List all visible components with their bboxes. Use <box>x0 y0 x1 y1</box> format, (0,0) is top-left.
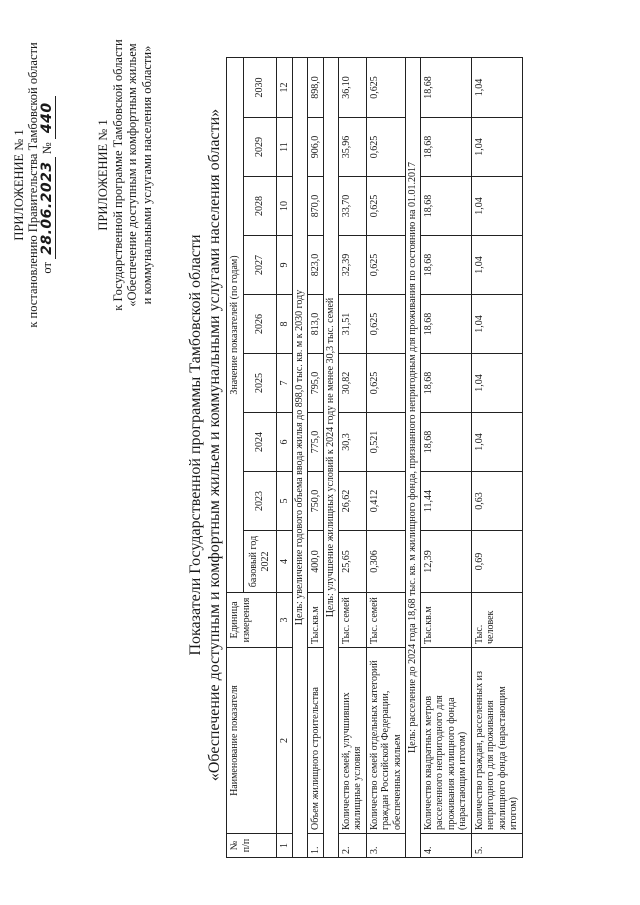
indicator-unit: Тыс.кв.м <box>420 593 471 648</box>
value-cell: 36,10 <box>338 57 366 117</box>
indicator-unit: Тыс. человек <box>471 593 522 648</box>
col-values-header: Значение показателей (по годам) <box>227 57 244 592</box>
value-cell: 32,39 <box>338 236 366 295</box>
column-number: 2 <box>276 648 293 834</box>
goal-text: Цель: увеличение годового объема ввода жилья до 898,0 тыс. кв. м к 2030 году <box>293 57 308 857</box>
decree-date: 28.06.2023 <box>39 157 56 259</box>
goal-text: Цель: улучшение жилищных условий к 2024 году не менее 30,3 тыс. семей <box>324 57 339 857</box>
column-number: 5 <box>276 472 293 531</box>
indicator-name: Объем жилищного строительства <box>307 648 324 834</box>
value-cell: 0,521 <box>366 413 406 472</box>
value-cell: 18,68 <box>420 236 471 295</box>
column-numbering-row <box>276 57 293 857</box>
program-annex-title: ПРИЛОЖЕНИЕ № 1 <box>96 119 110 231</box>
col-number-header: № п/п <box>227 834 277 858</box>
value-cell: 1,04 <box>471 236 522 295</box>
table-row <box>338 57 366 857</box>
value-cell: 0,625 <box>366 177 406 236</box>
indicators-table <box>226 57 523 858</box>
title-line1: Показатели Государственной программы Тамбовской области <box>187 234 204 656</box>
decree-date-line <box>40 25 54 345</box>
row-number: 2. <box>338 834 366 858</box>
value-cell: 1,04 <box>471 177 522 236</box>
value-cell: 775,0 <box>307 413 324 472</box>
indicator-unit: Тыс.кв.м <box>307 593 324 648</box>
row-number: 5. <box>471 834 522 858</box>
value-cell: 25,65 <box>338 531 366 593</box>
table-row <box>307 57 324 857</box>
goal-row <box>293 57 308 857</box>
indicator-unit: Тыс. семей <box>366 593 406 648</box>
column-number: 3 <box>276 593 293 648</box>
value-cell: 0,625 <box>366 354 406 413</box>
goal-row <box>406 57 421 857</box>
col-name-header: Наименование показателя <box>227 648 277 834</box>
indicator-name: Количество семей отдельных категорий граждан Российской Федерации, обеспеченных жильем <box>366 648 406 834</box>
column-number: 12 <box>276 57 293 117</box>
table-row <box>366 57 406 857</box>
value-cell: 0,625 <box>366 236 406 295</box>
program-header <box>96 25 154 325</box>
value-cell: 30,82 <box>338 354 366 413</box>
value-cell: 0,625 <box>366 295 406 354</box>
year-header: 2028 <box>243 177 276 236</box>
year-header: 2024 <box>243 413 276 472</box>
value-cell: 18,68 <box>420 57 471 117</box>
indicators-table-wrapper <box>226 57 523 858</box>
column-number: 8 <box>276 295 293 354</box>
title-line2: «Обеспечение доступным и комфортным жильем и коммунальными услугами населения области» <box>206 108 223 782</box>
indicator-name: Количество граждан, расселенных из непригодного для проживания жилищного фонда (нарастающим итогом) <box>471 648 522 834</box>
value-cell: 33,70 <box>338 177 366 236</box>
value-cell: 1,04 <box>471 413 522 472</box>
goal-text: Цель: расселение до 2024 года 18,68 тыс. кв. м жилищного фонда, признанного непригодным для проживания по состоянию на 01.01.2017 <box>406 57 421 857</box>
value-cell: 823,0 <box>307 236 324 295</box>
value-cell: 1,04 <box>471 118 522 177</box>
value-cell: 0,306 <box>366 531 406 593</box>
column-number: 4 <box>276 531 293 593</box>
value-cell: 26,62 <box>338 472 366 531</box>
value-cell: 0,412 <box>366 472 406 531</box>
date-prefix: от <box>40 262 54 274</box>
column-number: 6 <box>276 413 293 472</box>
year-header: базовый год 2022 <box>243 531 276 593</box>
indicator-name: Количество квадратных метров расселенного непригодного для проживания жилищного фонда (нарастающим итогом) <box>420 648 471 834</box>
value-cell: 1,04 <box>471 57 522 117</box>
year-header: 2026 <box>243 295 276 354</box>
value-cell: 11,44 <box>420 472 471 531</box>
value-cell: 18,68 <box>420 118 471 177</box>
program-name-line2: и коммунальными услугами населения области» <box>139 45 154 305</box>
value-cell: 870,0 <box>307 177 324 236</box>
column-number: 7 <box>276 354 293 413</box>
value-cell: 18,68 <box>420 413 471 472</box>
column-number: 10 <box>276 177 293 236</box>
value-cell: 12,39 <box>420 531 471 593</box>
goal-row <box>324 57 339 857</box>
value-cell: 0,69 <box>471 531 522 593</box>
decree-reference: к постановлению Правительства Тамбовской области <box>26 42 40 328</box>
value-cell: 1,04 <box>471 354 522 413</box>
column-number: 9 <box>276 236 293 295</box>
year-header: 2029 <box>243 118 276 177</box>
page-title <box>186 65 224 825</box>
value-cell: 795,0 <box>307 354 324 413</box>
decree-header <box>12 25 54 345</box>
year-header: 2030 <box>243 57 276 117</box>
value-cell: 813,0 <box>307 295 324 354</box>
value-cell: 0,63 <box>471 472 522 531</box>
program-reference: к Государственной программе Тамбовской области <box>110 39 125 311</box>
decree-annex-title: ПРИЛОЖЕНИЕ № 1 <box>12 129 26 241</box>
row-number: 4. <box>420 834 471 858</box>
value-cell: 18,68 <box>420 354 471 413</box>
col-unit-header: Единица измерения <box>227 593 277 648</box>
value-cell: 750,0 <box>307 472 324 531</box>
year-header: 2027 <box>243 236 276 295</box>
column-number: 11 <box>276 118 293 177</box>
value-cell: 18,68 <box>420 177 471 236</box>
row-number: 3. <box>366 834 406 858</box>
indicator-name: Количество семей, улучшивших жилищные условия <box>338 648 366 834</box>
year-header: 2023 <box>243 472 276 531</box>
value-cell: 30,3 <box>338 413 366 472</box>
table-row <box>420 57 471 857</box>
column-number: 1 <box>276 834 293 858</box>
value-cell: 400,0 <box>307 531 324 593</box>
value-cell: 35,96 <box>338 118 366 177</box>
value-cell: 898,0 <box>307 57 324 117</box>
row-number: 1. <box>307 834 324 858</box>
value-cell: 18,68 <box>420 295 471 354</box>
value-cell: 31,51 <box>338 295 366 354</box>
value-cell: 906,0 <box>307 118 324 177</box>
indicator-unit: Тыс. семей <box>338 593 366 648</box>
value-cell: 1,04 <box>471 295 522 354</box>
decree-number: 440 <box>39 96 56 139</box>
header-row <box>227 57 244 857</box>
program-name-line1: «Обеспечение доступным и комфортным жильем <box>125 43 139 307</box>
table-row <box>471 57 522 857</box>
year-header: 2025 <box>243 354 276 413</box>
value-cell: 0,625 <box>366 118 406 177</box>
number-prefix: № <box>40 142 54 155</box>
value-cell: 0,625 <box>366 57 406 117</box>
